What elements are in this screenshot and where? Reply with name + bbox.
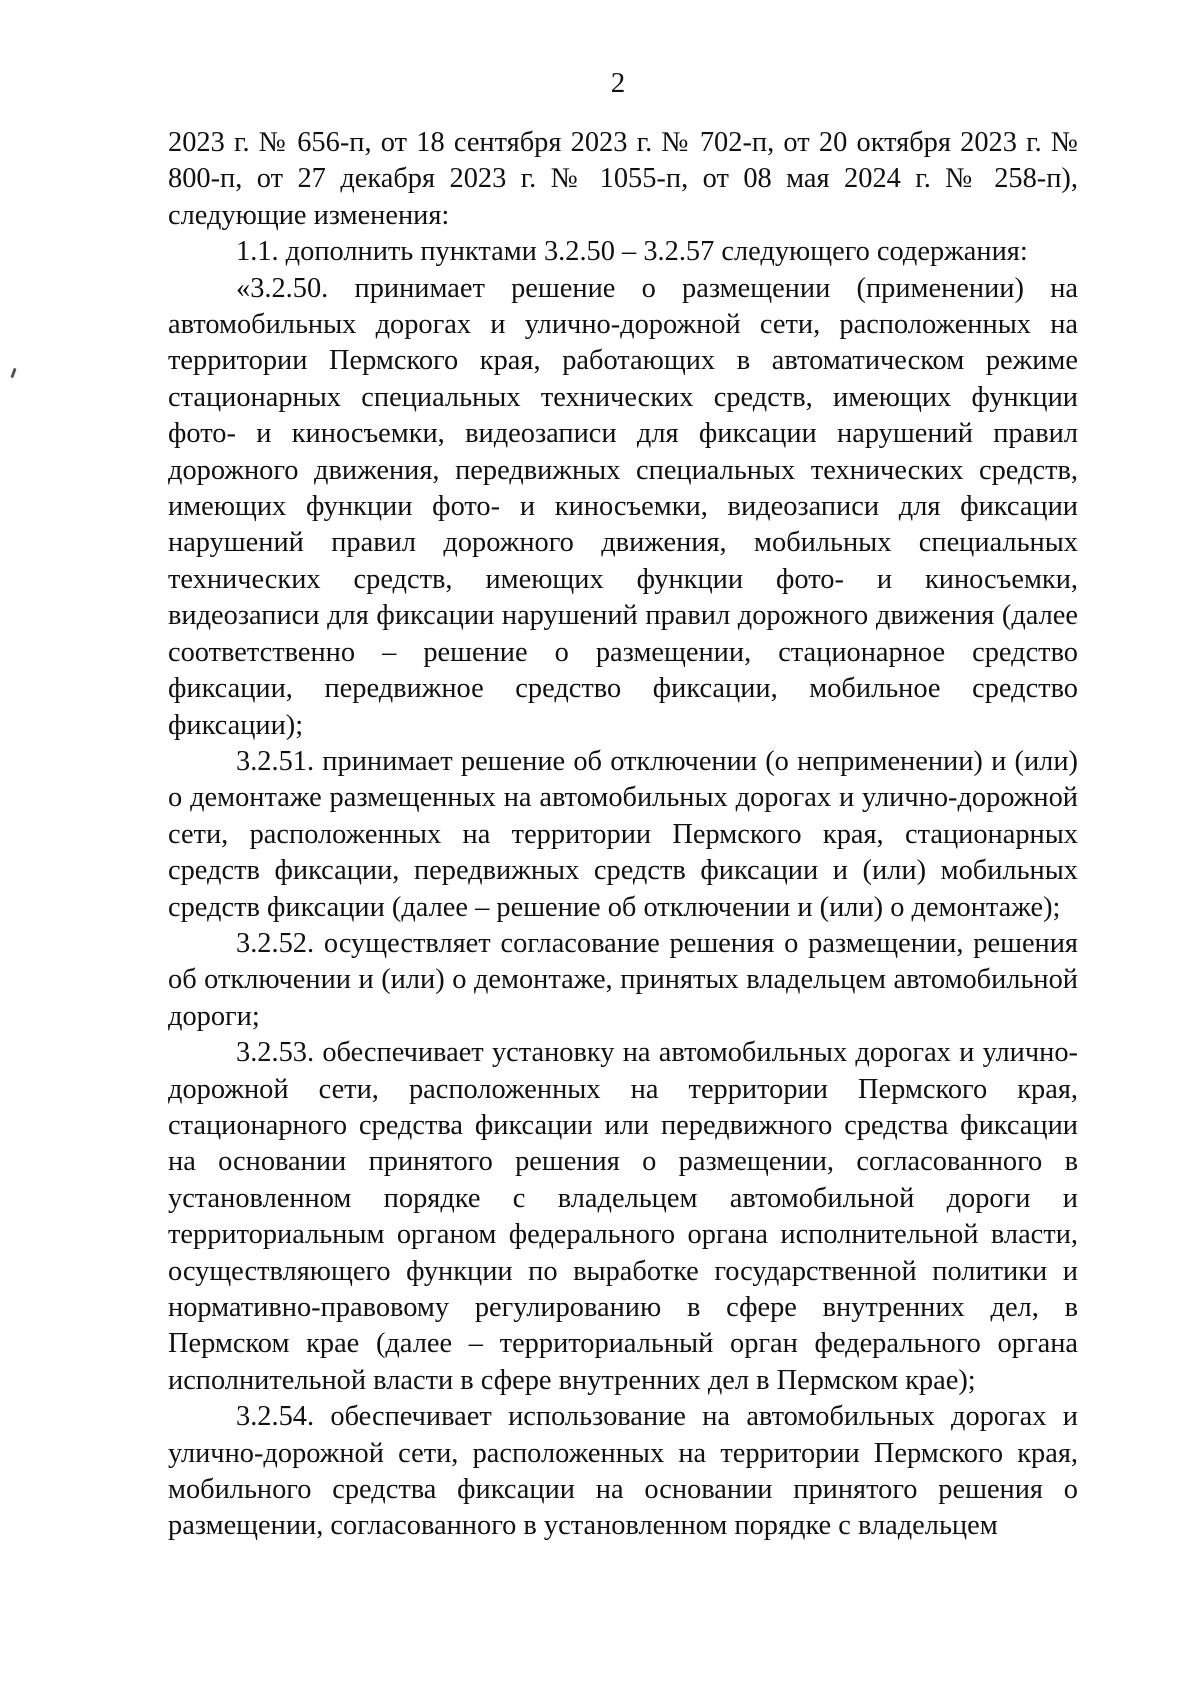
paragraph-3-2-53: 3.2.53. обеспечивает установку на автомобильных дорогах и улично-дорожной сети, расположенных на территории Пермского края, стационарного средства фиксации или передвижного средства фиксации на основании принятого решения о размещении, согласованного в установленном порядке с владельцем автомобильной дороги и территориальным органом федерального органа исполнительной власти, осуществляющего функции по выработке государственной политики и нормативно-правовому регулированию в сфере внутренних дел, в Пермском крае (далее – территориальный орган федерального органа исполнительной власти в сфере внутренних дел в Пермском крае); <box>168 1037 1078 1396</box>
paragraph-3-2-51: 3.2.51. принимает решение об отключении (о неприменении) и (или) о демонтаже размещенных на автомобильных дорогах и улично-дорожной сети, расположенных на территории Пермского края, стационарных средств фиксации, передвижных средств фиксации и (или) мобильных средств фиксации (далее – решение об отключении и (или) о демонтаже); <box>168 745 1078 923</box>
paragraph-3-2-52: 3.2.52. осуществляет согласование решения о размещении, решения об отключении и (или) о демонтаже, принятых владельцем автомобильной дороги; <box>168 927 1078 1032</box>
paragraph-3-2-54: 3.2.54. обеспечивает использование на автомобильных дорогах и улично-дорожной сети, расположенных на территории Пермского края, мобильного средства фиксации на основании принятого решения о размещении, согласованного в установленном порядке с владельцем <box>168 1401 1078 1542</box>
scan-speck <box>10 368 16 378</box>
paragraph-1-1: 1.1. дополнить пунктами 3.2.50 – 3.2.57 следующего содержания: <box>236 236 1028 268</box>
paragraph-amendments-intro: 2023 г. № 656-п, от 18 сентября 2023 г. № 702-п, от 20 октября 2023 г. № 800-п, от 27 декабря 2023 г. № 1055-п, от 08 мая 2024 г. № 258-п), следующие изменения: <box>168 127 1078 231</box>
paragraph-3-2-50: «3.2.50. принимает решение о размещении (применении) на автомобильных дорогах и улично-дорожной сети, расположенных на территории Пермского края, работающих в автоматическом режиме стационарных специальных технических средств, имеющих функции фото- и киносъемки, видеозаписи для фиксации нарушений правил дорожного движения, передвижных специальных технических средств, имеющих функции фото- и киносъемки, видеозаписи для фиксации нарушений правил дорожного движения, мобильных специальных технических средств, имеющих функции фото- и киносъемки, видеозаписи для фиксации нарушений правил дорожного движения (далее соответственно – решение о размещении, стационарное средство фиксации, передвижное средство фиксации, мобильное средство фиксации); <box>168 272 1078 741</box>
document-body <box>168 125 1078 1545</box>
page-number: 2 <box>610 67 626 99</box>
